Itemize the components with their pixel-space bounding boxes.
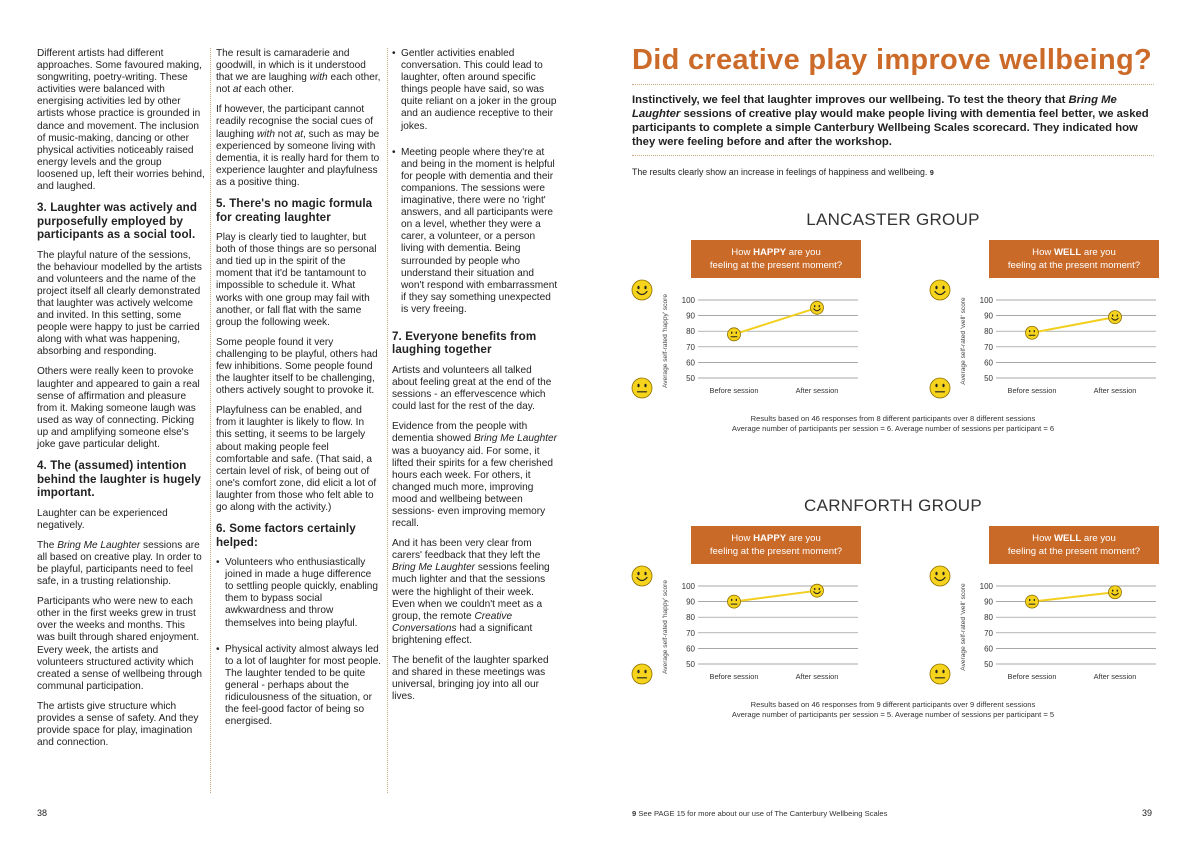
footnote-text: See PAGE 15 for more about our use of The Canterbury Wellbeing Scales — [636, 809, 888, 818]
results-summary — [632, 167, 934, 177]
bullet-list — [216, 557, 382, 728]
face-eye — [819, 305, 820, 307]
y-axis-label: Average self-rated 'happy' score — [662, 579, 669, 675]
data-point-before — [1026, 595, 1039, 608]
data-point-before — [1026, 326, 1039, 339]
face-circle — [1109, 586, 1122, 599]
list-item: • Gentler activities enabled conversation. This could lead to laughter, often around specific things people have said, so was quite reliant on a joker in the group and an audience receptive to their jokes. — [392, 48, 558, 133]
paragraph — [37, 540, 205, 588]
y-tick-label: 90 — [686, 311, 695, 321]
neutral-face-icon — [930, 664, 950, 684]
face-circle — [1026, 595, 1039, 608]
y-axis-label: Average self-rated 'happy' score — [662, 293, 669, 389]
paragraph: Playfulness can be enabled, and from it laughter is likely to flow. In this setting, it seems to be largely about making people feel comfortable and safe. (That said, a certain level of risk, of being out of one's comfort zone, did elicit a lot of laughter from those who felt able to go along with the activity.) — [216, 405, 377, 513]
emphasis: Bring Me Laughter — [57, 539, 141, 551]
neutral-face-icon — [632, 664, 652, 684]
face-eye — [942, 670, 944, 674]
face-eye — [637, 384, 639, 388]
y-tick-label: 80 — [984, 613, 993, 623]
data-point-after — [1109, 311, 1122, 324]
face-circle — [728, 328, 741, 341]
paragraph: The playful nature of the sessions, the behaviour modelled by the artists and volunteers and the name of the project itself all clearly demonstrated that laughter was actively welcome and invited. In this setting, some people were happy to just be carried along with what was happening, absorbing and responding. — [37, 249, 202, 358]
face-circle — [930, 378, 950, 398]
chart-carnforth-happy — [626, 524, 866, 694]
question-title-part: are you — [786, 247, 821, 258]
note-line: Results based on 46 responses from 8 different participants over 8 different sessions — [750, 414, 1036, 423]
note-line: Results based on 46 responses from 9 different participants over 9 different sessions — [750, 700, 1036, 709]
text: The result is camaraderie and goodwill, in which is it understood that we are laughing — [216, 48, 366, 84]
face-eye — [637, 286, 639, 290]
question-box — [989, 526, 1159, 564]
question-title-line2: feeling at the present moment? — [709, 260, 843, 271]
question-title — [731, 247, 821, 258]
column-1 — [37, 48, 205, 757]
paragraph: The benefit of the laughter sparked and shared in these meetings was universal, bringing joy into all our lives. — [392, 655, 549, 703]
y-tick-label: 50 — [984, 374, 993, 383]
emphasis: at — [232, 84, 242, 96]
happy-face-icon — [930, 280, 950, 300]
face-eye — [1029, 330, 1030, 332]
page-title: Did creative play improve wellbeing? — [632, 44, 1153, 76]
question-title-line2: feeling at the present moment? — [1007, 260, 1141, 271]
face-eye — [644, 670, 646, 674]
y-tick-label: 70 — [686, 628, 695, 638]
face-circle — [632, 378, 652, 398]
text: was a buoyancy aid. For some, it lifted their spirits for a few cherished hours each week. For others, it changed much more, improving mood and wellbeing between sessions- even improving memory recall. — [392, 445, 554, 530]
question-title-part: are you — [1081, 533, 1116, 544]
paragraph: Play is clearly tied to laughter, but both of those things are so personal and tied up in the spirit of the moment that it'd be tantamount to impossible to schedule it. What works with one group may fail with another, or fall flat with the same group the following week. — [216, 232, 377, 328]
question-title-part: How — [1032, 247, 1054, 258]
question-title-line2: feeling at the present moment? — [709, 546, 843, 557]
paragraph: Different artists had different approaches. Some favoured making, songwriting, poetry-writing. These activities were balanced with energising activities led by other artists whose practice is grounded in dance and movement. The inclusion of music-making, dancing or other physical activities noticeably raised energy levels and the group loosened up, left their worries behind, and laughed. — [37, 48, 205, 193]
face-eye — [1117, 314, 1118, 316]
emphasis: Bring Me Laughter — [473, 433, 557, 445]
face-eye — [1112, 314, 1113, 316]
x-tick-label: Before session — [709, 386, 759, 395]
y-tick-label: 100 — [681, 582, 695, 591]
y-tick-label: 60 — [686, 644, 695, 654]
y-tick-label: 100 — [681, 296, 695, 305]
group-title-carnforth: CARNFORTH GROUP — [804, 496, 982, 515]
y-tick-label: 70 — [984, 628, 993, 638]
data-point-after — [811, 301, 824, 314]
face-circle — [930, 280, 950, 300]
paragraph — [392, 538, 558, 647]
face-eye — [942, 286, 944, 290]
heading-3: 3. Laughter was actively and purposefully employed by participants as a social tool. — [37, 201, 198, 242]
y-tick-label: 60 — [984, 644, 993, 654]
face-circle — [811, 584, 824, 597]
face-circle — [930, 566, 950, 586]
question-title — [1032, 533, 1116, 544]
face-eye — [1034, 599, 1035, 601]
question-title-bold: WELL — [1054, 533, 1082, 544]
text: The — [37, 539, 58, 551]
column-divider — [387, 48, 388, 793]
text: sessions of creative play would make people living with dementia feel better, we asked participants to complete a simple Canterbury Wellbeing Scales scorecard. They indicated how they were feeling before and after the workshop. — [632, 108, 1149, 148]
list-item: • Meeting people where they're at and being in the moment is helpful for people with dementia and their companions. The sessions were imaginative, there were no 'right' answers, and all participants were on a level, whether they were a carer, a volunteer, or a person living with dementia. Being surrounded by people who understand their situation and won't respond with embarrassment if they say something unexpected is very freeing. — [392, 147, 558, 316]
y-tick-label: 100 — [979, 582, 993, 591]
y-tick-label: 100 — [979, 296, 993, 305]
series-line — [1032, 592, 1115, 601]
text: not — [274, 128, 295, 140]
paragraph: Artists and volunteers all talked about feeling great at the end of the sessions - an effervescence which could last for the rest of the day. — [392, 364, 552, 413]
face-eye — [935, 670, 937, 674]
y-tick-label: 90 — [686, 597, 695, 607]
y-tick-label: 70 — [686, 342, 695, 352]
paragraph: Others were really keen to provoke laughter and appeared to gain a real sense of affirmation and pleasure from it. Making someone laugh was used as way of connecting. Picking up and amplifying someone else's joke gave particular delight. — [37, 366, 200, 451]
data-point-after — [811, 584, 824, 597]
y-tick-label: 60 — [686, 358, 695, 368]
y-tick-label: 70 — [984, 342, 993, 352]
y-tick-label: 80 — [984, 327, 993, 337]
face-circle — [930, 664, 950, 684]
face-eye — [731, 332, 732, 334]
page-number-left: 38 — [37, 808, 48, 818]
heading-5: 5. There's no magic formula for creating laughter — [216, 197, 373, 224]
face-circle — [1109, 311, 1122, 324]
y-tick-label: 90 — [984, 311, 993, 321]
series-line — [734, 591, 817, 602]
text: each other. — [241, 84, 295, 96]
y-tick-label: 80 — [686, 613, 695, 623]
face-eye — [942, 384, 944, 388]
column-3 — [392, 48, 558, 711]
question-title — [1032, 247, 1116, 258]
text: sessions feeling much lighter and that the sessions were the highlight of their week. Even when we couldn't meet as a group, the remote — [392, 562, 550, 622]
series-line — [1032, 317, 1115, 333]
chart-lancaster-happy — [626, 238, 866, 408]
emphasis: Bring Me Laughter — [632, 94, 1117, 120]
face-eye — [814, 305, 815, 307]
y-axis-label: Average self-rated 'well' score — [960, 297, 967, 385]
x-tick-label: After session — [1093, 386, 1137, 395]
heading-6: 6. Some factors certainly helped: — [216, 522, 356, 549]
paragraph — [216, 104, 382, 189]
y-tick-label: 90 — [984, 597, 993, 607]
column-2 — [216, 48, 382, 742]
face-eye — [644, 286, 646, 290]
text: sessions are all based on creative play. In order to be playful, participants need to feel safe, in a trusting relationship. — [37, 539, 202, 588]
face-eye — [935, 572, 937, 576]
chart-note — [632, 700, 1154, 720]
bullet-list — [392, 48, 558, 316]
question-title-line2: feeling at the present moment? — [1007, 546, 1141, 557]
text: , such as may be experienced by someone living with dementia, it is really hard for them to experience laughter and playfulness as a positive thing. — [216, 128, 380, 188]
y-tick-label: 80 — [686, 327, 695, 337]
text: each other, not — [216, 72, 381, 96]
data-point-before — [728, 595, 741, 608]
happy-face-icon — [930, 566, 950, 586]
intro-divider — [632, 155, 1154, 156]
text: had a significant brightening effect. — [392, 622, 533, 646]
x-tick-label: Before session — [1007, 672, 1057, 681]
heading-7: 7. Everyone benefits from laughing together — [392, 329, 537, 357]
x-tick-label: After session — [1093, 672, 1137, 681]
face-circle — [632, 664, 652, 684]
y-tick-label: 50 — [984, 660, 993, 669]
series-line — [734, 308, 817, 335]
face-eye — [736, 599, 737, 601]
y-tick-label: 60 — [984, 358, 993, 368]
x-tick-label: After session — [795, 672, 839, 681]
footnote — [632, 809, 887, 818]
question-title — [731, 533, 821, 544]
data-point-before — [728, 328, 741, 341]
neutral-face-icon — [632, 378, 652, 398]
face-eye — [814, 588, 815, 590]
face-eye — [819, 588, 820, 590]
emphasis: Bring Me Laughter — [392, 562, 476, 574]
question-title-bold: HAPPY — [753, 533, 787, 544]
neutral-face-icon — [930, 378, 950, 398]
x-tick-label: Before session — [1007, 386, 1057, 395]
footnote-ref: 9 — [929, 170, 934, 177]
x-tick-label: After session — [795, 386, 839, 395]
paragraph: Some people found it very challenging to be playful, others had few inhibitions. Some people found the laughter itself to be challenging, others actively sought to provoke it. — [216, 336, 378, 397]
intro-paragraph — [632, 93, 1154, 149]
text: The results clearly show an increase in feelings of happiness and wellbeing. — [632, 167, 928, 177]
question-title-part: How — [1032, 533, 1054, 544]
text: Instinctively, we feel that laughter improves our wellbeing. To test the theory that — [632, 94, 1069, 106]
emphasis: Creative Conversations — [392, 610, 513, 634]
question-title-bold: HAPPY — [753, 247, 787, 258]
column-divider — [210, 48, 211, 793]
list-item: • Volunteers who enthusiastically joined in made a huge difference to settling people quickly, enabling them to bypass social awkwardness and throw themselves into being playful. — [216, 557, 382, 630]
question-box — [989, 240, 1159, 278]
face-eye — [1034, 330, 1035, 332]
face-eye — [1112, 589, 1113, 591]
paragraph: The artists give structure which provides a sense of safety. And they provide space for play, imagination and connection. — [37, 700, 199, 749]
face-circle — [632, 280, 652, 300]
chart-lancaster-well — [924, 238, 1164, 408]
face-circle — [728, 595, 741, 608]
face-eye — [637, 670, 639, 674]
title-divider — [632, 84, 1154, 85]
face-eye — [935, 384, 937, 388]
paragraph: Participants who were new to each other in the first weeks grew in trust over the weeks and months. This was built through shared enjoyment. Every week, the artists and volunteers structured activity which created a sense of wellbeing through communal participation. — [37, 596, 202, 692]
face-circle — [632, 566, 652, 586]
face-eye — [731, 599, 732, 601]
x-tick-label: Before session — [709, 672, 759, 681]
note-line: Average number of participants per session = 6. Average number of sessions per participant = 6 — [731, 424, 1055, 433]
face-circle — [811, 301, 824, 314]
list-item: • Physical activity almost always led to a lot of laughter for most people. The laughter tended to be quite general - perhaps about the ridiculousness of the situation, or the feel-good factor of being so energised. — [216, 644, 382, 729]
happy-face-icon — [632, 566, 652, 586]
face-eye — [644, 572, 646, 576]
question-box — [691, 240, 861, 278]
emphasis: at — [294, 128, 303, 140]
heading-4: 4. The (assumed) intention behind the laughter is hugely important. — [37, 459, 201, 500]
question-box — [691, 526, 861, 564]
footnote-number: 9 — [632, 809, 637, 818]
face-eye — [637, 572, 639, 576]
emphasis: with — [256, 128, 275, 140]
text: Evidence from the people with dementia showed — [392, 421, 528, 445]
y-axis-label: Average self-rated 'well' score — [960, 583, 967, 671]
face-eye — [942, 572, 944, 576]
y-tick-label: 50 — [686, 660, 695, 669]
paragraph — [216, 48, 382, 96]
paragraph — [392, 421, 558, 530]
emphasis: with — [309, 72, 328, 84]
text: And it has been very clear from carers' feedback that they left the — [392, 538, 541, 562]
face-eye — [736, 332, 737, 334]
happy-face-icon — [632, 280, 652, 300]
chart-note — [632, 414, 1154, 434]
question-title-part: are you — [786, 533, 821, 544]
face-eye — [935, 286, 937, 290]
face-eye — [644, 384, 646, 388]
question-title-part: How — [731, 247, 754, 258]
face-circle — [1026, 326, 1039, 339]
question-title-part: How — [731, 533, 754, 544]
data-point-after — [1109, 586, 1122, 599]
face-eye — [1029, 599, 1030, 601]
face-eye — [1117, 589, 1118, 591]
text: If however, the participant cannot readily recognise the social cues of laughing — [216, 104, 374, 140]
group-title-lancaster: LANCASTER GROUP — [806, 210, 980, 229]
question-title-part: are you — [1081, 247, 1116, 258]
page-number-right: 39 — [1142, 808, 1153, 818]
chart-carnforth-well — [924, 524, 1164, 694]
note-line: Average number of participants per session = 5. Average number of sessions per participant = 5 — [731, 710, 1055, 719]
question-title-bold: WELL — [1054, 247, 1082, 258]
paragraph: Laughter can be experienced negatively. — [37, 507, 168, 531]
y-tick-label: 50 — [686, 374, 695, 383]
